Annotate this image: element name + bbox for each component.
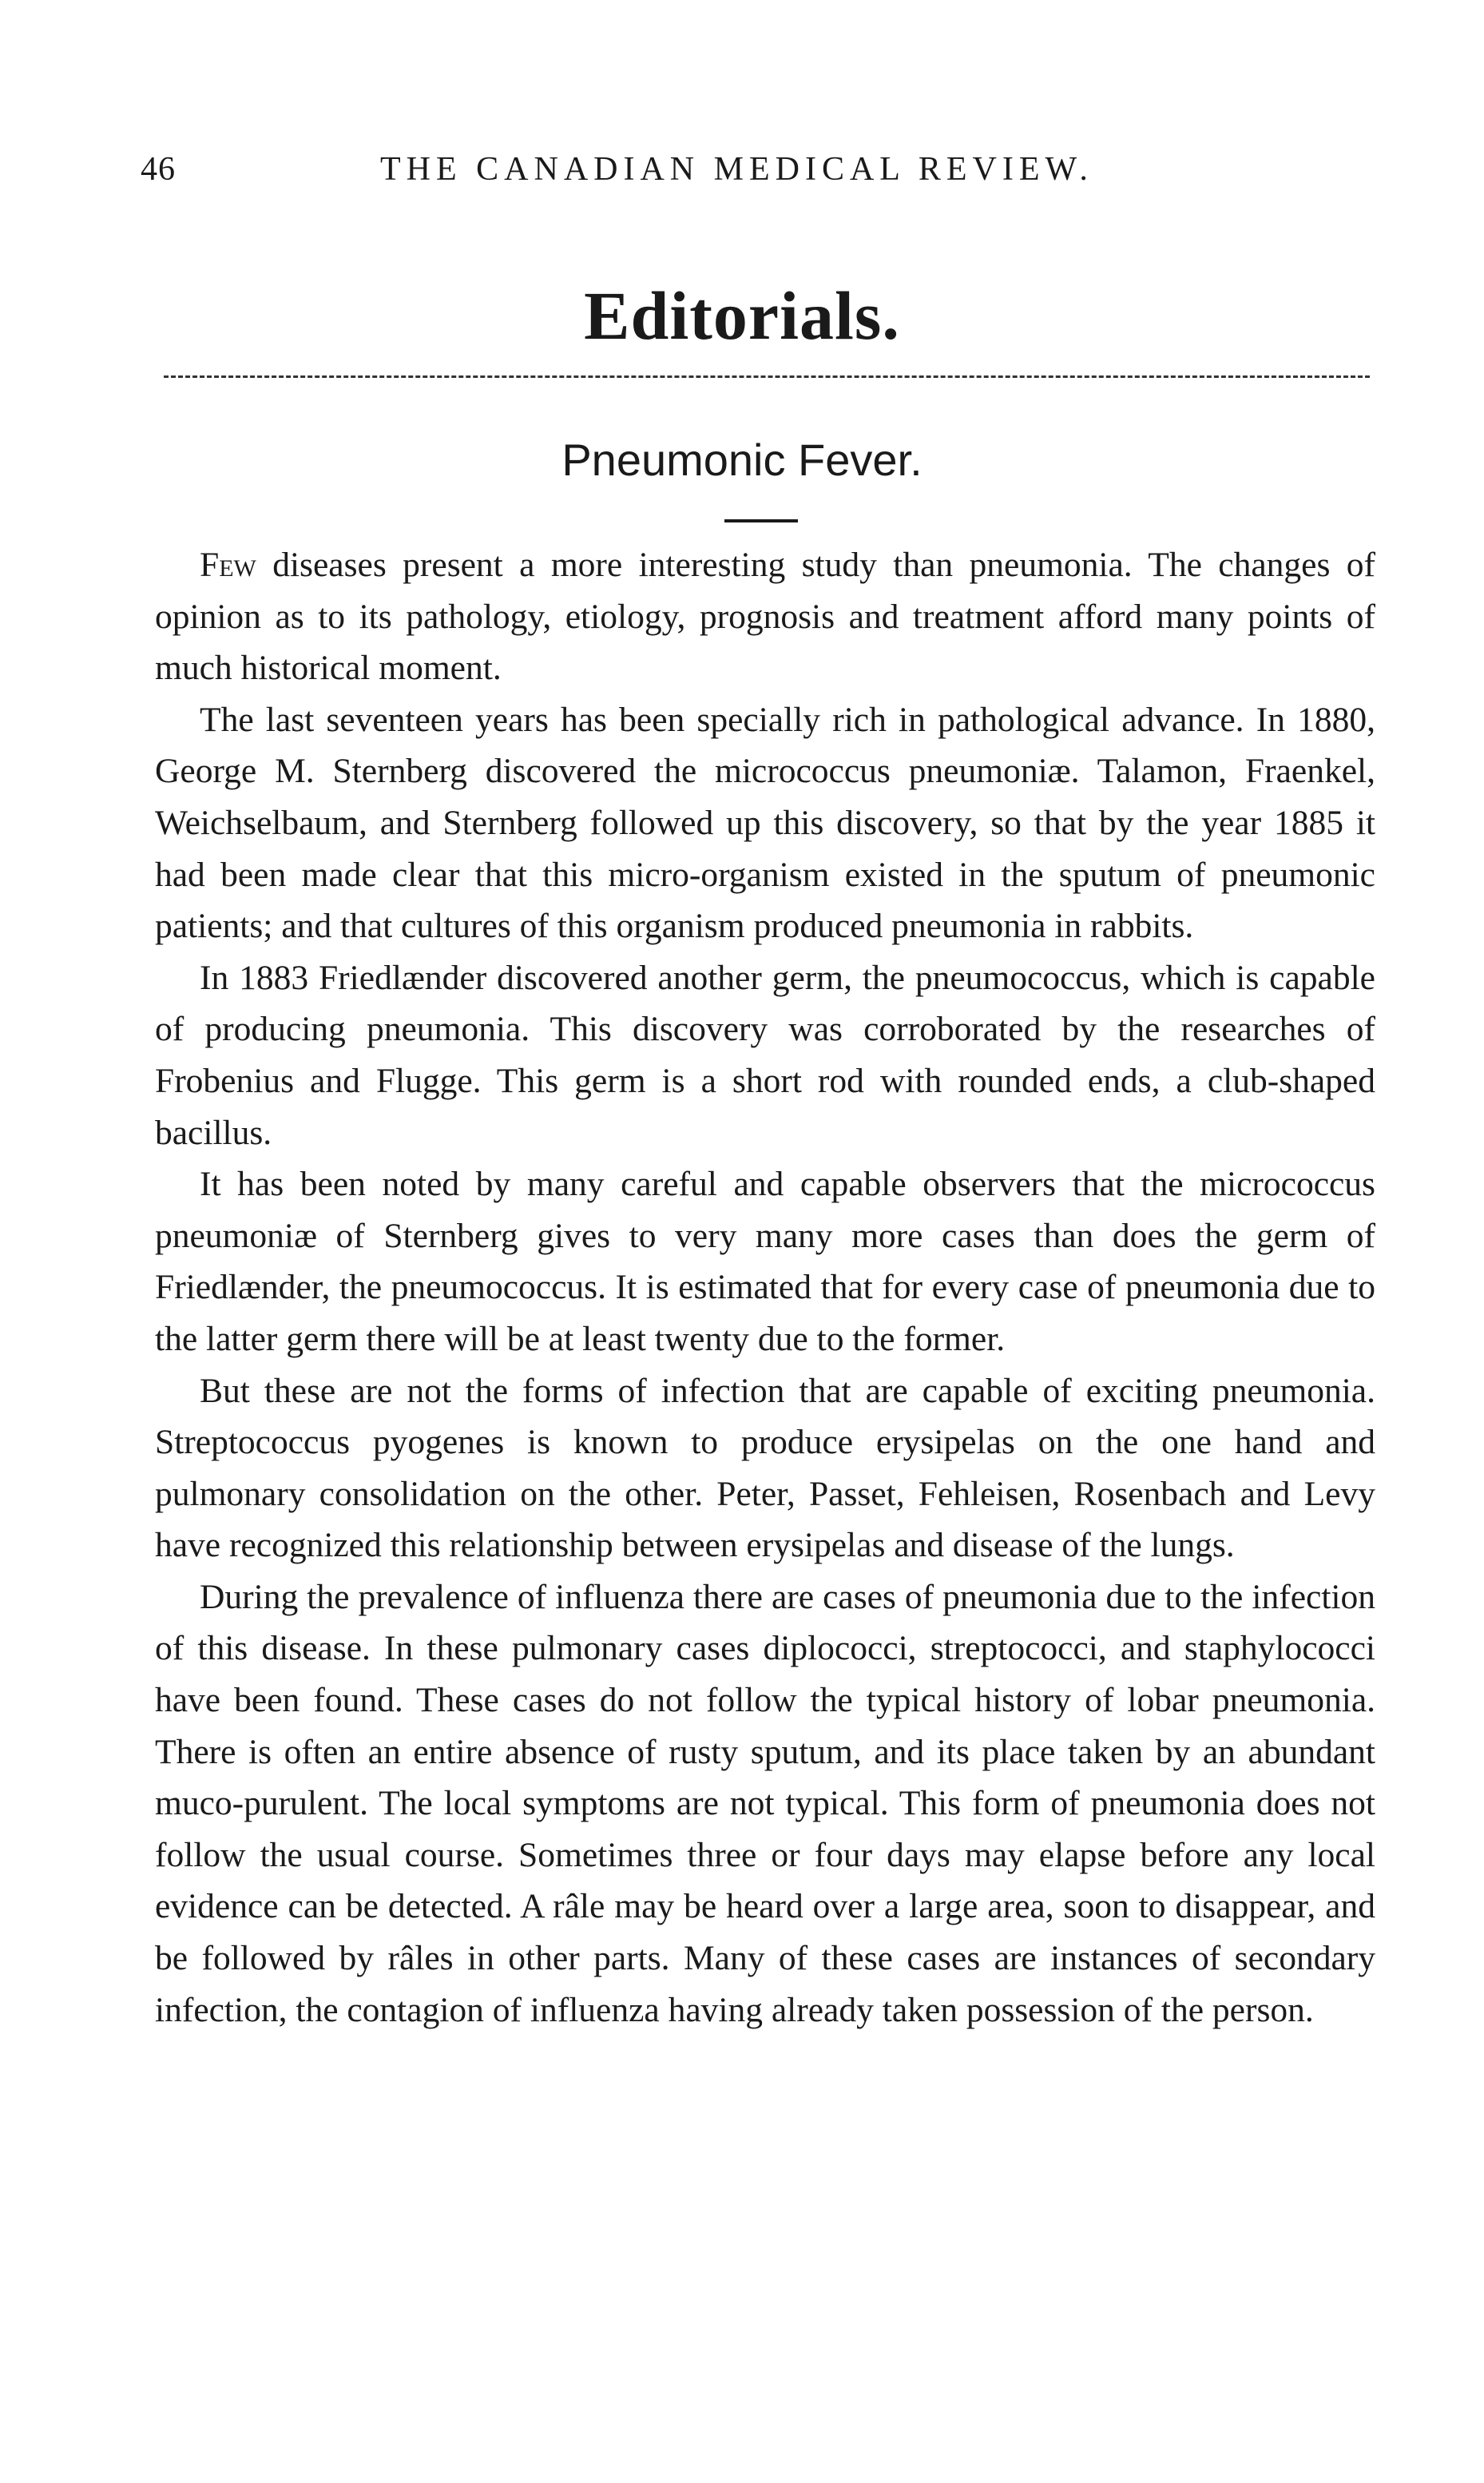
title-underline [724, 519, 798, 522]
paragraph: The last seventeen years has been specially rich in pathological advance. In 1880, George M. Sternberg discovered the micrococcus pneumoniæ. Talamon, Fraenkel, Weichselbaum, and Sternberg followed up this discovery, so that by the year 1885 it had been made clear that this micro-organism existed in the sputum of pneumonic patients; and that cultures of this organism produced pneumonia in rabbits. [155, 700, 1375, 946]
section-divider [164, 375, 1370, 378]
paragraph [155, 539, 1375, 694]
article-title: Pneumonic Fever. [561, 435, 923, 485]
paragraph-text: diseases present a more interesting study than pneumonia. The changes of opinion as to its pathology, etiology, prognosis and treatment afford many points of much historical moment. [155, 546, 1375, 688]
paragraph: During the prevalence of influenza there are cases of pneumonia due to the infection of this disease. In these pulmonary cases diplococci, streptococci, and staphylococci have been found. These cases do not follow the typical history of lobar pneumonia. There is often an entire absence of rusty sputum, and its place taken by an abundant muco-purulent. The local symptoms are not typical. This form of pneumonia does not follow the usual course. Sometimes three or four days may elapse before any local evidence can be detected. A râle may be heard over a large area, soon to disappear, and be followed by râles in other parts. Many of these cases are instances of secondary infection, the contagion of influenza having already taken possession of the person. [155, 1577, 1375, 2029]
drop-word: Few [200, 546, 256, 584]
page-number: 46 [141, 151, 176, 188]
journal-title: THE CANADIAN MEDICAL REVIEW. [380, 151, 1093, 188]
section-heading: Editorials. [584, 277, 900, 354]
paragraph: But these are not the forms of infection that are capable of exciting pneumonia. Streptococcus pyogenes is known to produce erysipelas on the one hand and pulmonary consolidation on the other. Peter, Passet, Fehleisen, Rosenbach and Levy have recognized this relationship between erysipelas and disease of the lungs. [155, 1371, 1375, 1565]
article-body [155, 539, 1375, 2036]
running-head [141, 150, 1371, 198]
paragraph: It has been noted by many careful and capable observers that the micrococcus pneumoniæ of Sternberg gives to very many more cases than does the germ of Friedlænder, the pneumococcus. It is estimated that for every case of pneumonia due to the latter germ there will be at least twenty due to the former. [155, 1165, 1375, 1358]
paragraph: In 1883 Friedlænder discovered another germ, the pneumococcus, which is capable of producing pneumonia. This discovery was corroborated by the researches of Frobenius and Flugge. This germ is a short rod with rounded ends, a club-shaped bacillus. [155, 958, 1375, 1152]
